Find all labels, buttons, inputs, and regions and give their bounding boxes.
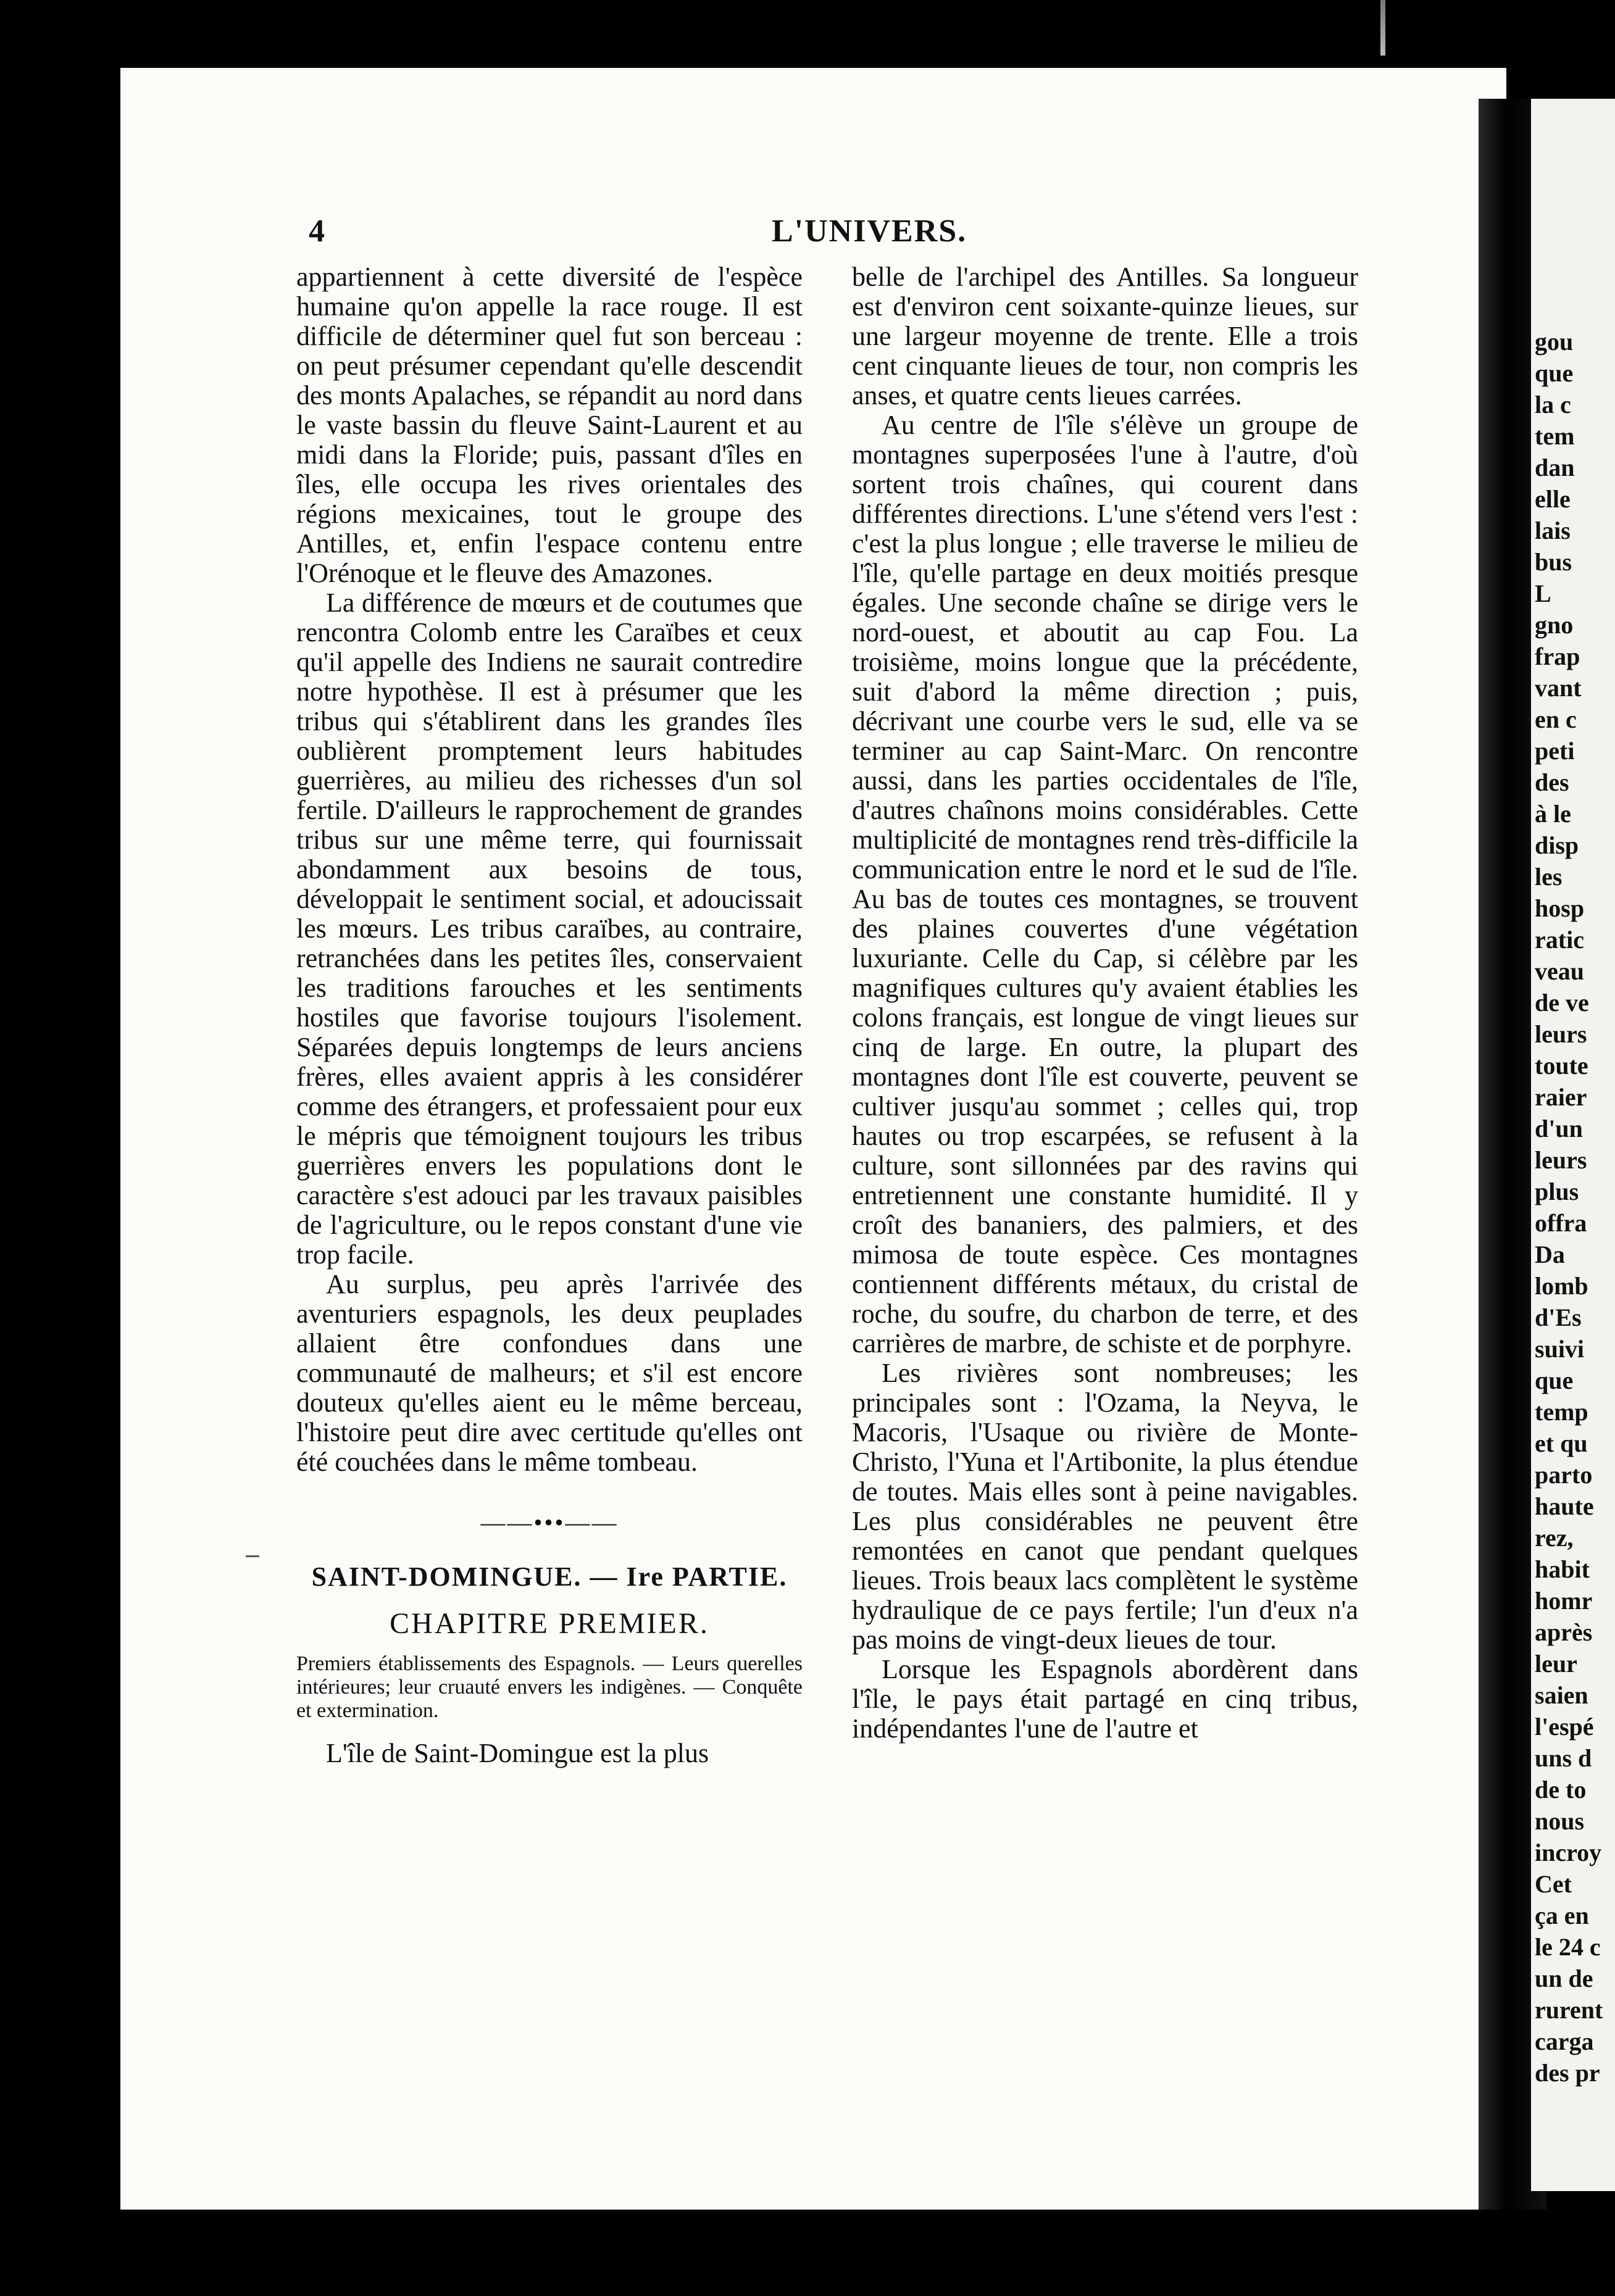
adjacent-page-fragment: un de bbox=[1535, 1965, 1593, 1992]
adjacent-page-fragment: leurs bbox=[1535, 1146, 1587, 1174]
adjacent-page-fragment: carga bbox=[1535, 2028, 1594, 2055]
adjacent-page-fragment: frap bbox=[1535, 643, 1580, 670]
paragraph: belle de l'archipel des Antilles. Sa longueur est d'environ cent soixante-quinze lieues, sur une largeur moyenne de trente. Elle a trois cent cinquante lieues de tour, non compris les anses, et quatre cents lieues carrées. bbox=[852, 262, 1358, 410]
adjacent-page-fragment: peti bbox=[1535, 737, 1575, 765]
adjacent-page-fragment: dan bbox=[1535, 454, 1575, 481]
adjacent-page-fragment: incroy bbox=[1535, 1839, 1602, 1866]
left-column bbox=[296, 262, 803, 1768]
adjacent-page-fragment: Da bbox=[1535, 1241, 1565, 1268]
adjacent-page-fragment: gno bbox=[1535, 611, 1574, 639]
adjacent-page-fragment: haute bbox=[1535, 1492, 1594, 1520]
section-ornament: ——•••—— bbox=[480, 1508, 619, 1536]
margin-mark bbox=[246, 1555, 259, 1557]
part-heading: SAINT-DOMINGUE. — Ire PARTIE. bbox=[311, 1562, 788, 1592]
adjacent-page-fragment: ratic bbox=[1535, 926, 1584, 954]
adjacent-page-fragment: des bbox=[1535, 768, 1569, 796]
adjacent-page-fragment: lomb bbox=[1535, 1272, 1588, 1300]
paragraph: L'île de Saint-Domingue est la plus bbox=[326, 1738, 709, 1768]
adjacent-page-fragment: les bbox=[1535, 863, 1563, 891]
adjacent-page-fragment: raier bbox=[1535, 1083, 1587, 1111]
paragraph: Au centre de l'île s'élève un groupe de montagnes superposées l'une à l'autre, d'où sortent trois chaînes, qui courent dans différentes directions. L'une s'étend vers l'est : c'est la plus longue ; elle traverse le milieu de l'île, qu'elle partage en deux moitiés presque égales. Une seconde chaîne se dirige vers le nord-ouest, et aboutit au cap Fou. La troisième, moins longue que la précédente, suit d'abord la même direction ; puis, décrivant une courbe vers le sud, elle va se terminer au cap Saint-Marc. On rencontre aussi, dans les parties occidentales de l'île, d'autres chaînons moins considérables. Cette multiplicité de montagnes rend très-difficile la communication entre le nord et le sud de l'île. Au bas de toutes ces montagnes, se trouvent des plaines couvertes d'une végétation luxuriante. Celle du Cap, si célèbre par les magnifiques cultures qu'y avaient établies les colons français, est longue de vingt lieues sur cinq de large. En outre, la plupart des montagnes dont l'île est couverte, peuvent se cultiver jusqu'au sommet ; celles qui, trop hautes ou trop escarpées, se refusent à la culture, sont sillonnées par des ravins qui entretiennent une constante humidité. Il y croît des bananiers, des palmiers, et des mimosa de toute espèce. Ces montagnes contiennent différents métaux, du cristal de roche, du soufre, du charbon de terre, et des carrières de marbre, de schiste et de porphyre. bbox=[852, 410, 1358, 1358]
adjacent-page-fragment: suivi bbox=[1535, 1335, 1585, 1363]
running-head bbox=[309, 213, 1371, 250]
adjacent-page-fragment: leurs bbox=[1535, 1020, 1587, 1048]
adjacent-page-fragment: nous bbox=[1535, 1807, 1585, 1835]
right-column bbox=[852, 262, 1358, 1744]
adjacent-page-fragment: tem bbox=[1535, 422, 1575, 450]
adjacent-page-fragment: le 24 c bbox=[1535, 1933, 1601, 1961]
adjacent-page-fragment: rurent bbox=[1535, 1996, 1603, 2024]
chapter-summary: Premiers établissements des Espagnols. — Leurs querelles intérieures; leur cruauté envers les indigènes. — Conquête et extermination. bbox=[296, 1652, 803, 1722]
adjacent-page-fragment: elle bbox=[1535, 485, 1571, 513]
adjacent-page-fragment: d'Es bbox=[1535, 1304, 1582, 1331]
adjacent-page-fragment: veau bbox=[1535, 957, 1584, 985]
adjacent-page-fragment: lais bbox=[1535, 517, 1571, 544]
adjacent-page-fragment: et qu bbox=[1535, 1429, 1588, 1457]
paragraph: Les rivières sont nombreuses; les principales sont : l'Ozama, la Neyva, le Macoris, l'Usaque ou rivière de Monte-Christo, l'Yuna et l'Artibonite, la plus étendue de toutes. Mais elles sont à peine navigables. Les plus considérables ne peuvent être remontées en canot que pendant quelques lieues. Trois beaux lacs complètent le système hydraulique de ce pays fertile; l'un d'eux n'a pas moins de vingt-deux lieues de tour. bbox=[852, 1358, 1358, 1655]
adjacent-page-fragment: offra bbox=[1535, 1209, 1587, 1237]
page-number: 4 bbox=[309, 214, 325, 249]
paragraph: La différence de mœurs et de coutumes que rencontra Colomb entre les Caraïbes et ceux qu'il appelle des Indiens ne saurait contredire notre hypothèse. Il est à présumer que les tribus qui s'établirent dans les grandes îles oublièrent promptement leurs habitudes guerrières, au milieu des richesses d'un sol fertile. D'ailleurs le rapprochement de grandes tribus sur une même terre, qui fournissait abondamment aux besoins de tous, développait le sentiment social, et adoucissait les mœurs. Les tribus caraïbes, au contraire, retranchées dans les petites îles, conservaient les traditions farouches et les sentiments hostiles que favorise toujours l'isolement. Séparées depuis longtemps de leurs anciens frères, elles avaient appris à les considérer comme des étrangers, et professaient pour eux le mépris que témoignent toujours les tribus guerrières envers les populations dont le caractère s'est adouci par les travaux paisibles de l'agriculture, ou le repos constant d'une vie trop facile. bbox=[296, 588, 803, 1270]
adjacent-page-fragment: L bbox=[1535, 580, 1551, 607]
adjacent-page-fragment: disp bbox=[1535, 831, 1579, 859]
scan-edge-mark bbox=[1380, 0, 1385, 56]
adjacent-page-fragment: de to bbox=[1535, 1776, 1587, 1803]
adjacent-page-fragment: gou bbox=[1535, 328, 1574, 356]
adjacent-page-fragment: saien bbox=[1535, 1681, 1588, 1709]
adjacent-page-fragment: uns d bbox=[1535, 1744, 1592, 1772]
adjacent-page-fragment: l'espé bbox=[1535, 1713, 1594, 1741]
adjacent-page-fragment: vant bbox=[1535, 674, 1582, 702]
adjacent-page-fragment: hosp bbox=[1535, 894, 1585, 922]
adjacent-page-fragment: que bbox=[1535, 359, 1574, 387]
paragraph: Au surplus, peu après l'arrivée des aventuriers espagnols, les deux peuplades allaient être confondues dans une communauté de malheurs; et s'il est encore douteux qu'elles aient eu le même berceau, l'histoire peut dire avec certitude qu'elles ont été couchées dans le même tombeau. bbox=[296, 1269, 803, 1477]
adjacent-page-fragment: temp bbox=[1535, 1398, 1588, 1426]
adjacent-page-fragment: homr bbox=[1535, 1587, 1593, 1615]
paragraph: Lorsque les Espagnols abordèrent dans l'île, le pays était partagé en cinq tribus, indépendantes l'une de l'autre et bbox=[852, 1654, 1358, 1744]
paragraph: appartiennent à cette diversité de l'espèce humaine qu'on appelle la race rouge. Il est difficile de déterminer quel fut son berceau : on peut présumer cependant qu'elle descendit des monts Apalaches, se répandit au nord dans le vaste bassin du fleuve Saint-Laurent et au midi dans la Floride; puis, passant d'îles en îles, elle occupa les rives orientales des régions mexicaines, tout le groupe des Antilles, et, enfin l'espace contenu entre l'Orénoque et le fleuve des Amazones. bbox=[296, 262, 803, 588]
adjacent-page-fragment: en c bbox=[1535, 705, 1577, 733]
adjacent-page-fragment: leur bbox=[1535, 1650, 1577, 1678]
adjacent-page-fragment: après bbox=[1535, 1618, 1593, 1646]
adjacent-page-fragment: ça en bbox=[1535, 1902, 1589, 1929]
adjacent-page-fragment: la c bbox=[1535, 391, 1571, 418]
adjacent-page-fragment: des pr bbox=[1535, 2059, 1600, 2087]
adjacent-page-edge bbox=[1531, 99, 1615, 2191]
adjacent-page-fragment: parto bbox=[1535, 1461, 1593, 1489]
adjacent-page-fragment: habit bbox=[1535, 1555, 1590, 1583]
adjacent-page-fragment: rez, bbox=[1535, 1524, 1574, 1552]
running-title: L'UNIVERS. bbox=[772, 214, 967, 249]
adjacent-page-fragment: que bbox=[1535, 1366, 1574, 1394]
adjacent-page-fragment: toute bbox=[1535, 1052, 1588, 1079]
adjacent-page-fragment: d'un bbox=[1535, 1115, 1583, 1142]
adjacent-page-fragment: de ve bbox=[1535, 989, 1589, 1017]
adjacent-page-fragment: Cet bbox=[1535, 1870, 1572, 1898]
chapter-heading: CHAPITRE PREMIER. bbox=[390, 1607, 709, 1640]
adjacent-page-fragment: à le bbox=[1535, 800, 1571, 828]
adjacent-page-fragment: bus bbox=[1535, 548, 1572, 576]
adjacent-page-fragment: plus bbox=[1535, 1178, 1579, 1205]
